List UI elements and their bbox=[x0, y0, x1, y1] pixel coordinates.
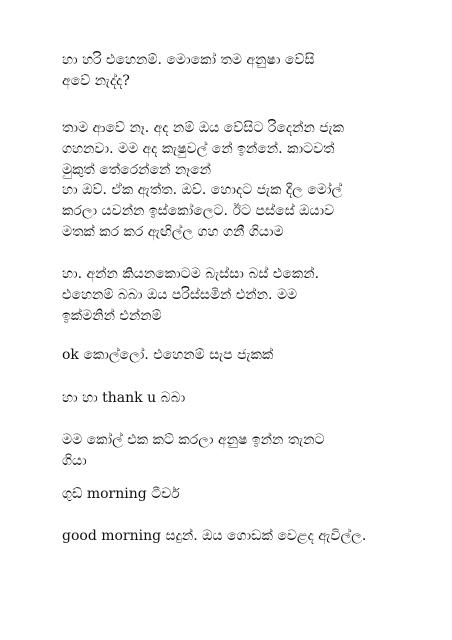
text-line: හා. අන්න කියනකොටම බැස්සා බස් එකෙන්. bbox=[62, 266, 320, 282]
paragraph bbox=[62, 50, 402, 92]
paragraph bbox=[62, 388, 402, 409]
text-line: ok කොල්ලෝ. එහෙනම් සැප ජැකක් bbox=[62, 347, 274, 363]
text-line: මතක් කර කර ඇඟිල්ල ගහ ගනී ගියාම bbox=[62, 224, 284, 240]
text-line: අවේ නැද්ද? bbox=[62, 73, 130, 89]
text-line: ඉක්මනින් එන්නම් bbox=[62, 308, 162, 324]
text-line: මම කෝල් එක කට් කරලා අනුෂ ඉන්න තැනට bbox=[62, 432, 325, 448]
paragraph bbox=[62, 430, 402, 472]
text-line: ගියා bbox=[62, 453, 87, 469]
text-line: හා ඔව්. ඒක ඇත්ත. ඔව්. හොදට ජැක දීල මෝල් bbox=[62, 182, 343, 198]
paragraph bbox=[62, 345, 402, 366]
text-line: හා හා thank u බබා bbox=[62, 390, 186, 406]
paragraph bbox=[62, 264, 402, 327]
paragraph bbox=[62, 118, 402, 181]
text-line: ගුඩ් morning ටීචර් bbox=[62, 486, 180, 502]
paragraph bbox=[62, 180, 402, 243]
text-line: හා හරි එහෙනම්. මොකෝ තම අනුෂා වේසි bbox=[62, 52, 315, 68]
text-line: කරලා යවන්න ඉස්කෝලෙට. ඊට පස්සේ ඔයාව bbox=[62, 203, 335, 219]
paragraph bbox=[62, 526, 402, 547]
text-line: ගහනවා. මම අද කැෂුවල් නේ ඉන්නේ. කාටවත් bbox=[62, 141, 335, 157]
text-line: එහෙනම් බබා ඔය පරිස්සමින් එන්න. මම bbox=[62, 287, 298, 303]
text-line: good morning සදුන්. ඔය ගොඩක් වෙළද ඇවිල්ල. bbox=[62, 528, 367, 544]
text-line: තාම ආවේ නෑ. අද නම් ඔය වේසිට රිදෙන්න ජැක bbox=[62, 120, 345, 136]
paragraph bbox=[62, 484, 402, 505]
text-line: මුකුත් තේරෙන්නේ නෑනේ bbox=[62, 162, 212, 178]
